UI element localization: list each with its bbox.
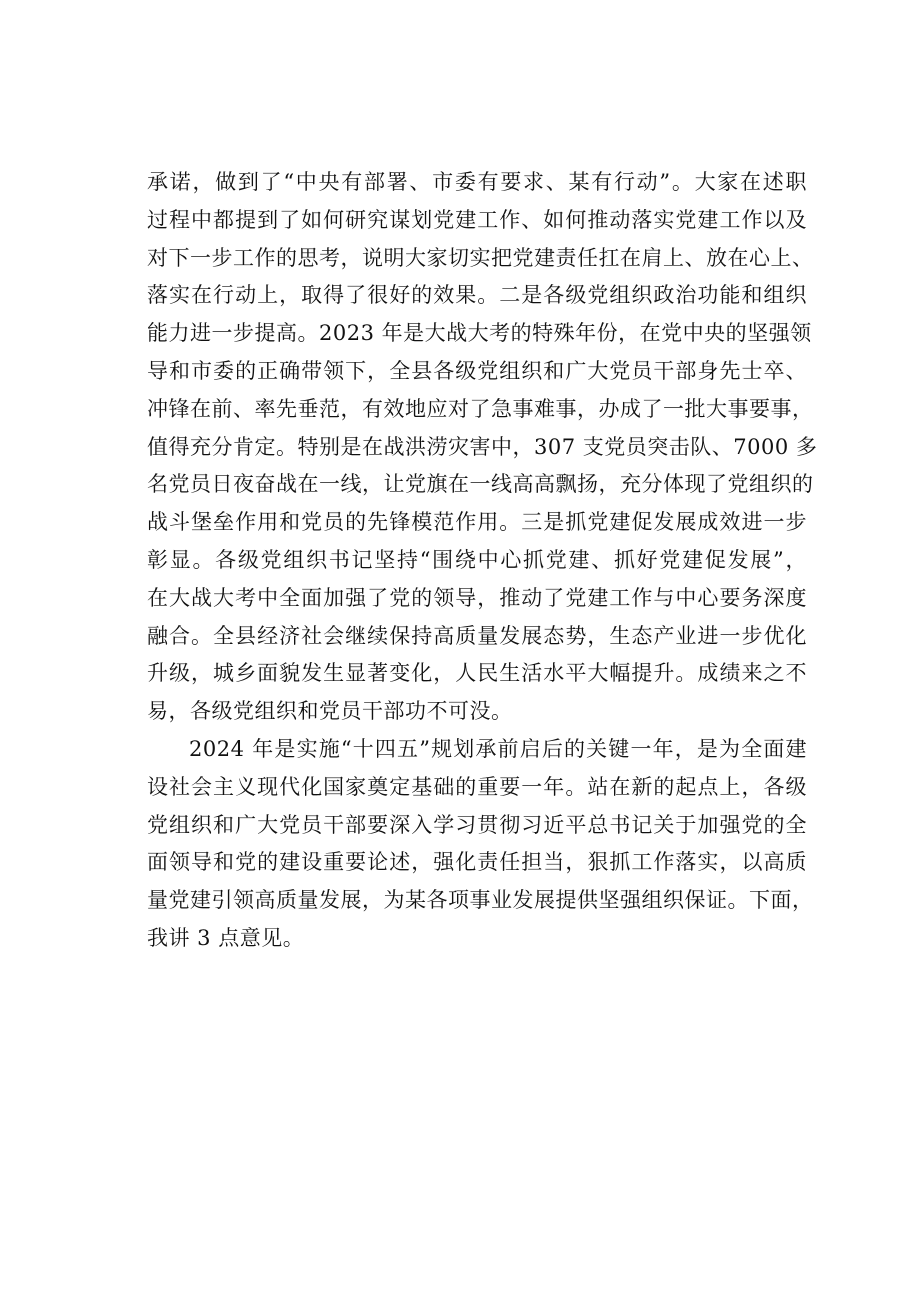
document-body (147, 164, 818, 958)
paragraph-line: 融合。全县经济社会继续保持高质量发展态势，生态产业进一步优化 (147, 623, 807, 648)
paragraph-line: 在大战大考中全面加强了党的领导，推动了党建工作与中心要务深度 (147, 585, 807, 610)
paragraph-line: 设社会主义现代化国家奠定基础的重要一年。站在新的起点上，各级 (147, 774, 807, 799)
paragraph-line: 落实在行动上，取得了很好的效果。二是各级党组织政治功能和组织 (147, 283, 807, 308)
paragraph-line: 能力进一步提高。2023 年是大战大考的特殊年份，在党中央的坚强领 (147, 321, 812, 346)
paragraph-line: 我讲 3 点意见。 (147, 925, 305, 950)
paragraph-line: 面领导和党的建设重要论述，强化责任担当，狠抓工作落实，以高质 (147, 850, 807, 875)
paragraph-line: 量党建引领高质量发展，为某各项事业发展提供坚强组织保证。下面， (147, 888, 814, 913)
paragraph-line: 党组织和广大党员干部要深入学习贯彻习近平总书记关于加强党的全 (147, 812, 807, 837)
paragraph-line: 值得充分肯定。特别是在战洪涝灾害中，307 支党员突击队、7000 多 (147, 434, 818, 459)
paragraph-line: 名党员日夜奋战在一线，让党旗在一线高高飘扬，充分体现了党组织的 (147, 472, 814, 497)
paragraph-line: 彰显。各级党组织书记坚持“围绕中心抓党建、抓好党建促发展”， (147, 547, 807, 572)
paragraph-line: 过程中都提到了如何研究谋划党建工作、如何推动落实党建工作以及 (147, 207, 807, 232)
paragraph-line: 易，各级党组织和党员干部功不可没。 (147, 699, 513, 724)
paragraph-1 (147, 164, 818, 731)
paragraph-line: 冲锋在前、率先垂范，有效地应对了急事难事，办成了一批大事要事， (147, 396, 814, 421)
paragraph-line: 对下一步工作的思考，说明大家切实把党建责任扛在肩上、放在心上、 (147, 245, 814, 270)
paragraph-2 (147, 731, 814, 958)
paragraph-line: 2024 年是实施“十四五”规划承前启后的关键一年，是为全面建 (189, 736, 807, 761)
paragraph-line: 战斗堡垒作用和党员的先锋模范作用。三是抓党建促发展成效进一步 (147, 510, 807, 535)
paragraph-line: 承诺，做到了“中央有部署、市委有要求、某有行动”。大家在述职 (147, 170, 807, 194)
paragraph-line: 升级，城乡面貌发生显著变化，人民生活水平大幅提升。成绩来之不 (147, 661, 807, 686)
paragraph-line: 导和市委的正确带领下，全县各级党组织和广大党员干部身先士卒、 (147, 358, 807, 383)
